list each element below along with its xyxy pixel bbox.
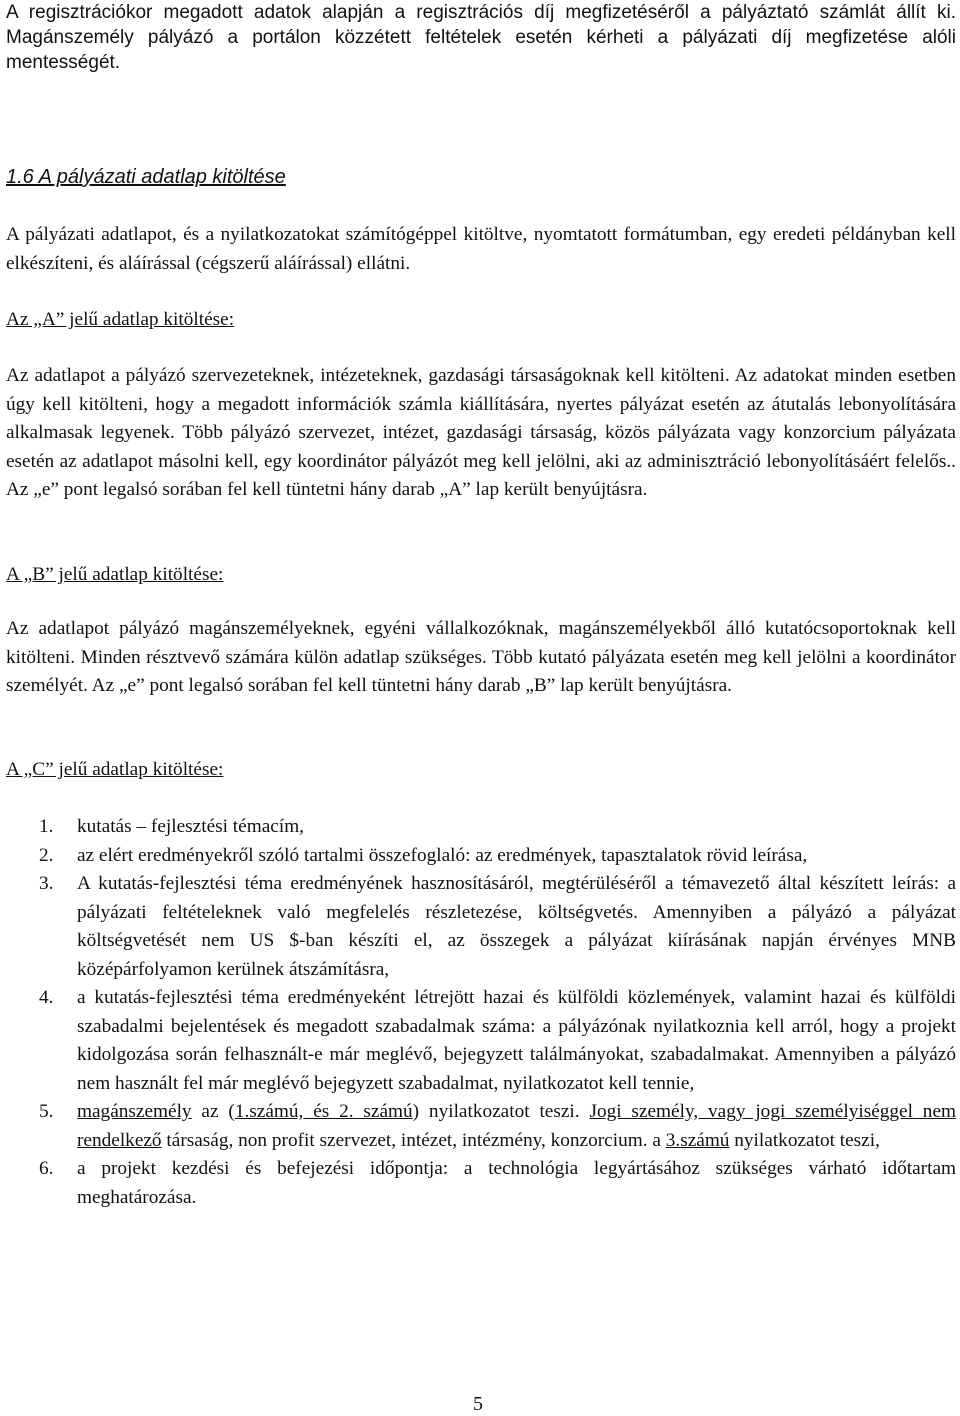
list-item (6, 813, 956, 842)
a-paragraph: Az adatlapot a pályázó szervezeteknek, intézeteknek, gazdasági társaságoknak kell kitölteni. Az adatokat minden esetben úgy kell kitölteni, hogy a megadott információk számla kiállítására, nyertes pályázat esetén az átutalás lebonyolítására alkalmasak legyenek. Több pályázó szervezet, intézet, gazdasági társaság, közös pályázata vagy konzorcium pályázata esetén az adatlapot másolni kell, egy koordinátor pályázót meg kell jelölni, aki az adminisztráció lebonyolításáért felelős.. Az „e” pont legalsó sorában fel kell tüntetni hány darab „A” lap került benyújtásra. (6, 365, 956, 500)
list-item-text: társaság, non profit szervezet, intézet, intézmény, konzorcium. a (161, 1129, 666, 1151)
list-item-number: 4. (39, 987, 54, 1008)
list-item-text-underlined: magánszemély (77, 1101, 192, 1122)
c-heading (6, 756, 956, 785)
list-item-text-underlined: Jogi személy, vagy jogi személyiséggel nem rendelkező (77, 1101, 956, 1151)
b-heading-text: A „B” jelű adatlap kitöltése: (6, 564, 224, 585)
c-list (6, 813, 956, 1212)
intro-paragraph: A regisztrációkor megadott adatok alapján a regisztrációs díj megfizetéséről a pályáztató számlát állít ki. Magánszemély pályázó a portálon közzétett feltételek esetén kérheti a pályázati díj megfizetése alóli mentességét. (6, 2, 956, 73)
list-item-text: nyilatkozatot teszi, (729, 1129, 880, 1151)
list-item-text: ) nyilatkozatot teszi. (412, 1101, 590, 1122)
list-item (6, 870, 956, 984)
list-item-text: A kutatás-fejlesztési téma eredményének hasznosításáról, megtérüléséről a témavezető által készített leírás: a pályázati feltételeknek való megfelelés részletezése, költségvetés. Amennyiben a pályázó a pályázat költségvetését nem US $-ban készíti el, az összegek a pályázat kiírásának napján érvényes MNB középárfolyamon kerülnek átszámításra, (77, 873, 956, 980)
page-number: 5 (473, 1393, 483, 1415)
list-item-number: 2. (39, 844, 54, 866)
list-item-number: 3. (39, 873, 54, 894)
a-heading (6, 306, 956, 335)
list-item-number: 6. (39, 1158, 54, 1179)
list-item-text: a kutatás-fejlesztési téma eredményeként létrejött hazai és külföldi közlemények, valamint hazai és külföldi szabadalmi bejelentések és megadott szabadalmak száma: a pályázónak nyilatkoznia kell arról, hogy a projekt kidolgozása során felhasznált-e már meglévő, bejegyzett találmányokat, szabadalmakat. Amennyiben a pályázó nem használt fel már meglévő bejegyzett szabadalmat, nyilatkozatot kell tennie, (77, 987, 956, 1094)
list-item-text: kutatás – fejlesztési témacím, (77, 816, 305, 837)
c-heading-text: A „C” jelű adatlap kitöltése: (6, 759, 224, 780)
b-heading (6, 561, 956, 590)
list-item (6, 1098, 956, 1155)
section-heading: 1.6 A pályázati adatlap kitöltése (6, 166, 286, 188)
list-item-number: 5. (39, 1101, 54, 1122)
a-heading-text: Az „A” jelű adatlap kitöltése: (6, 309, 235, 330)
b-paragraph: Az adatlapot pályázó magánszemélyeknek, egyéni vállalkozóknak, magánszemélyekből álló kutatócsoportoknak kell kitölteni. Minden résztvevő számára külön adatlap szükséges. Több kutató pályázata esetén meg kell jelölni a koordinátor személyét. Az „e” pont legalsó sorában fel kell tüntetni hány darab „B” lap került benyújtásra. (6, 618, 956, 696)
list-item-text-underlined: 3.számú (665, 1129, 730, 1151)
list-item-text: az elért eredményekről szóló tartalmi összefoglaló: az eredmények, tapasztalatok rövid leírása, (77, 844, 808, 866)
list-item (6, 984, 956, 1098)
list-item-number: 1. (39, 816, 54, 837)
list-item (6, 1155, 956, 1212)
list-item-text-underlined: 1.számú, és 2. számú (234, 1101, 413, 1122)
list-item-text: az ( (191, 1101, 235, 1122)
list-item (6, 842, 956, 871)
list-item-text: a projekt kezdési és befejezési időpontja: a technológia legyártásához szükséges várható időtartam meghatározása. (77, 1158, 956, 1208)
section-paragraph: A pályázati adatlapot, és a nyilatkozatokat számítógéppel kitöltve, nyomtatott formátumban, egy eredeti példányban kell elkészíteni, és aláírással (cégszerű aláírással) ellátni. (6, 224, 956, 274)
